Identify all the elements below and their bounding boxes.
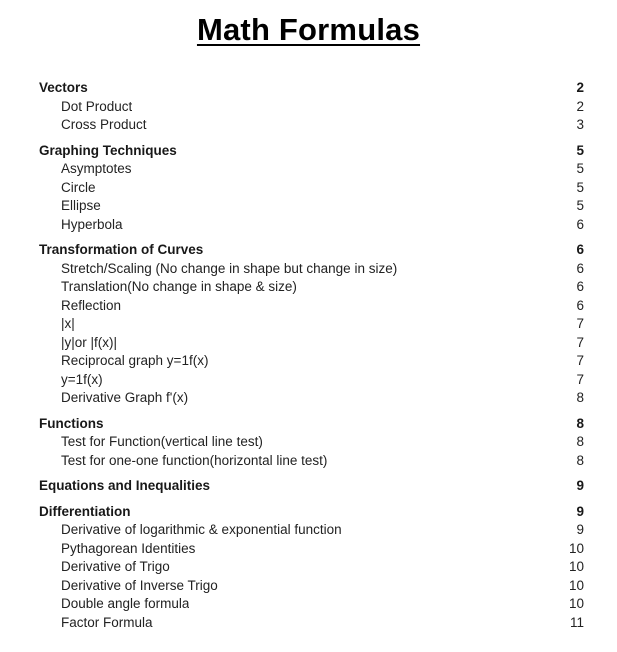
toc-item-label: Reciprocal graph y=1f(x) <box>61 353 209 368</box>
toc-item-page-number: 7 <box>576 371 584 387</box>
toc-item-page-number: 7 <box>576 316 584 331</box>
toc-item-page-number: 10 <box>568 540 584 556</box>
toc-section <box>39 79 584 135</box>
toc-item-page-number: 3 <box>576 117 584 132</box>
toc-item-row[interactable] <box>39 521 584 540</box>
toc-item-row[interactable] <box>39 197 584 216</box>
toc-item-label: Test for Function(vertical line test) <box>61 434 263 449</box>
table-of-contents <box>0 79 617 632</box>
toc-item-page-number: 7 <box>576 334 584 350</box>
toc-item-page-number: 5 <box>576 161 584 176</box>
toc-item-label: Derivative of Inverse Trigo <box>61 577 218 593</box>
toc-item-page-number: 6 <box>576 279 584 294</box>
toc-section-page-number: 9 <box>576 478 584 493</box>
toc-item-page-number: 10 <box>568 596 584 611</box>
document-page <box>0 12 617 632</box>
toc-section-label: Transformation of Curves <box>39 242 204 257</box>
toc-item-row[interactable] <box>39 334 584 353</box>
toc-item-page-number: 10 <box>568 577 584 593</box>
toc-item-label: Dot Product <box>61 98 133 114</box>
toc-item-page-number: 8 <box>576 452 584 468</box>
toc-section <box>39 142 584 235</box>
toc-item-page-number: 6 <box>576 216 584 232</box>
toc-item-row[interactable] <box>39 98 584 117</box>
toc-item-row[interactable] <box>39 614 584 633</box>
toc-section <box>39 241 584 408</box>
toc-section-heading-row[interactable] <box>39 142 584 161</box>
toc-section <box>39 503 584 633</box>
toc-item-page-number: 10 <box>568 559 584 574</box>
toc-item-row[interactable] <box>39 433 584 452</box>
toc-item-row[interactable] <box>39 558 584 577</box>
toc-section <box>39 477 584 496</box>
toc-item-row[interactable] <box>39 540 584 559</box>
toc-item-page-number: 8 <box>576 390 584 405</box>
toc-item-label: Derivative of Trigo <box>61 559 170 574</box>
toc-section-page-number: 2 <box>576 80 584 95</box>
toc-section-label: Differentiation <box>39 503 131 519</box>
toc-section-items <box>39 260 584 408</box>
toc-section <box>39 415 584 471</box>
toc-item-page-number: 6 <box>576 297 584 313</box>
toc-item-label: Derivative of logarithmic & exponential function <box>61 522 342 537</box>
toc-item-row[interactable] <box>39 160 584 179</box>
toc-item-row[interactable] <box>39 595 584 614</box>
toc-section-label: Equations and Inequalities <box>39 478 211 493</box>
toc-item-label: Double angle formula <box>61 596 190 611</box>
toc-item-row[interactable] <box>39 389 584 408</box>
toc-item-label: Reflection <box>61 297 122 313</box>
toc-item-row[interactable] <box>39 452 584 471</box>
toc-item-label: Asymptotes <box>61 161 132 176</box>
toc-section-heading-row[interactable] <box>39 415 584 434</box>
toc-item-page-number: 11 <box>569 614 584 630</box>
toc-item-label: Circle <box>61 179 96 195</box>
toc-item-row[interactable] <box>39 179 584 198</box>
toc-section-page-number: 5 <box>576 142 584 158</box>
toc-item-row[interactable] <box>39 315 584 334</box>
toc-item-label: |y|or |f(x)| <box>61 334 118 350</box>
toc-item-label: Stretch/Scaling (No change in shape but change in size) <box>61 260 398 276</box>
toc-item-page-number: 7 <box>576 353 584 368</box>
toc-section-page-number: 9 <box>576 503 584 519</box>
toc-item-label: y=1f(x) <box>61 371 103 387</box>
toc-item-label: Cross Product <box>61 117 147 132</box>
toc-item-row[interactable] <box>39 577 584 596</box>
toc-item-label: Ellipse <box>61 198 101 213</box>
toc-section-label: Vectors <box>39 80 88 95</box>
toc-item-row[interactable] <box>39 278 584 297</box>
toc-section-page-number: 8 <box>576 415 584 431</box>
page-title: Math Formulas <box>196 12 421 47</box>
toc-item-page-number: 8 <box>576 434 584 449</box>
toc-item-label: Translation(No change in shape & size) <box>61 279 297 294</box>
toc-section-items <box>39 98 584 135</box>
toc-item-label: Test for one-one function(horizontal line test) <box>61 452 328 468</box>
toc-item-row[interactable] <box>39 297 584 316</box>
toc-item-page-number: 2 <box>576 98 584 114</box>
toc-section-items <box>39 433 584 470</box>
toc-item-label: Factor Formula <box>61 614 153 630</box>
toc-item-label: Pythagorean Identities <box>61 540 196 556</box>
toc-item-page-number: 5 <box>576 198 584 213</box>
toc-item-page-number: 5 <box>576 179 584 195</box>
toc-section-page-number: 6 <box>576 242 584 257</box>
toc-item-row[interactable] <box>39 116 584 135</box>
toc-item-row[interactable] <box>39 371 584 390</box>
toc-section-label: Functions <box>39 415 104 431</box>
toc-item-page-number: 6 <box>576 260 584 276</box>
toc-item-label: Derivative Graph f'(x) <box>61 390 189 405</box>
toc-section-label: Graphing Techniques <box>39 142 177 158</box>
toc-section-heading-row[interactable] <box>39 79 584 98</box>
toc-item-row[interactable] <box>39 216 584 235</box>
toc-item-label: Hyperbola <box>61 216 123 232</box>
toc-section-heading-row[interactable] <box>39 241 584 260</box>
toc-section-items <box>39 521 584 632</box>
toc-item-row[interactable] <box>39 260 584 279</box>
toc-section-heading-row[interactable] <box>39 503 584 522</box>
toc-section-heading-row[interactable] <box>39 477 584 496</box>
toc-item-row[interactable] <box>39 352 584 371</box>
toc-item-page-number: 9 <box>576 522 584 537</box>
toc-item-label: |x| <box>61 316 75 331</box>
toc-section-items <box>39 160 584 234</box>
